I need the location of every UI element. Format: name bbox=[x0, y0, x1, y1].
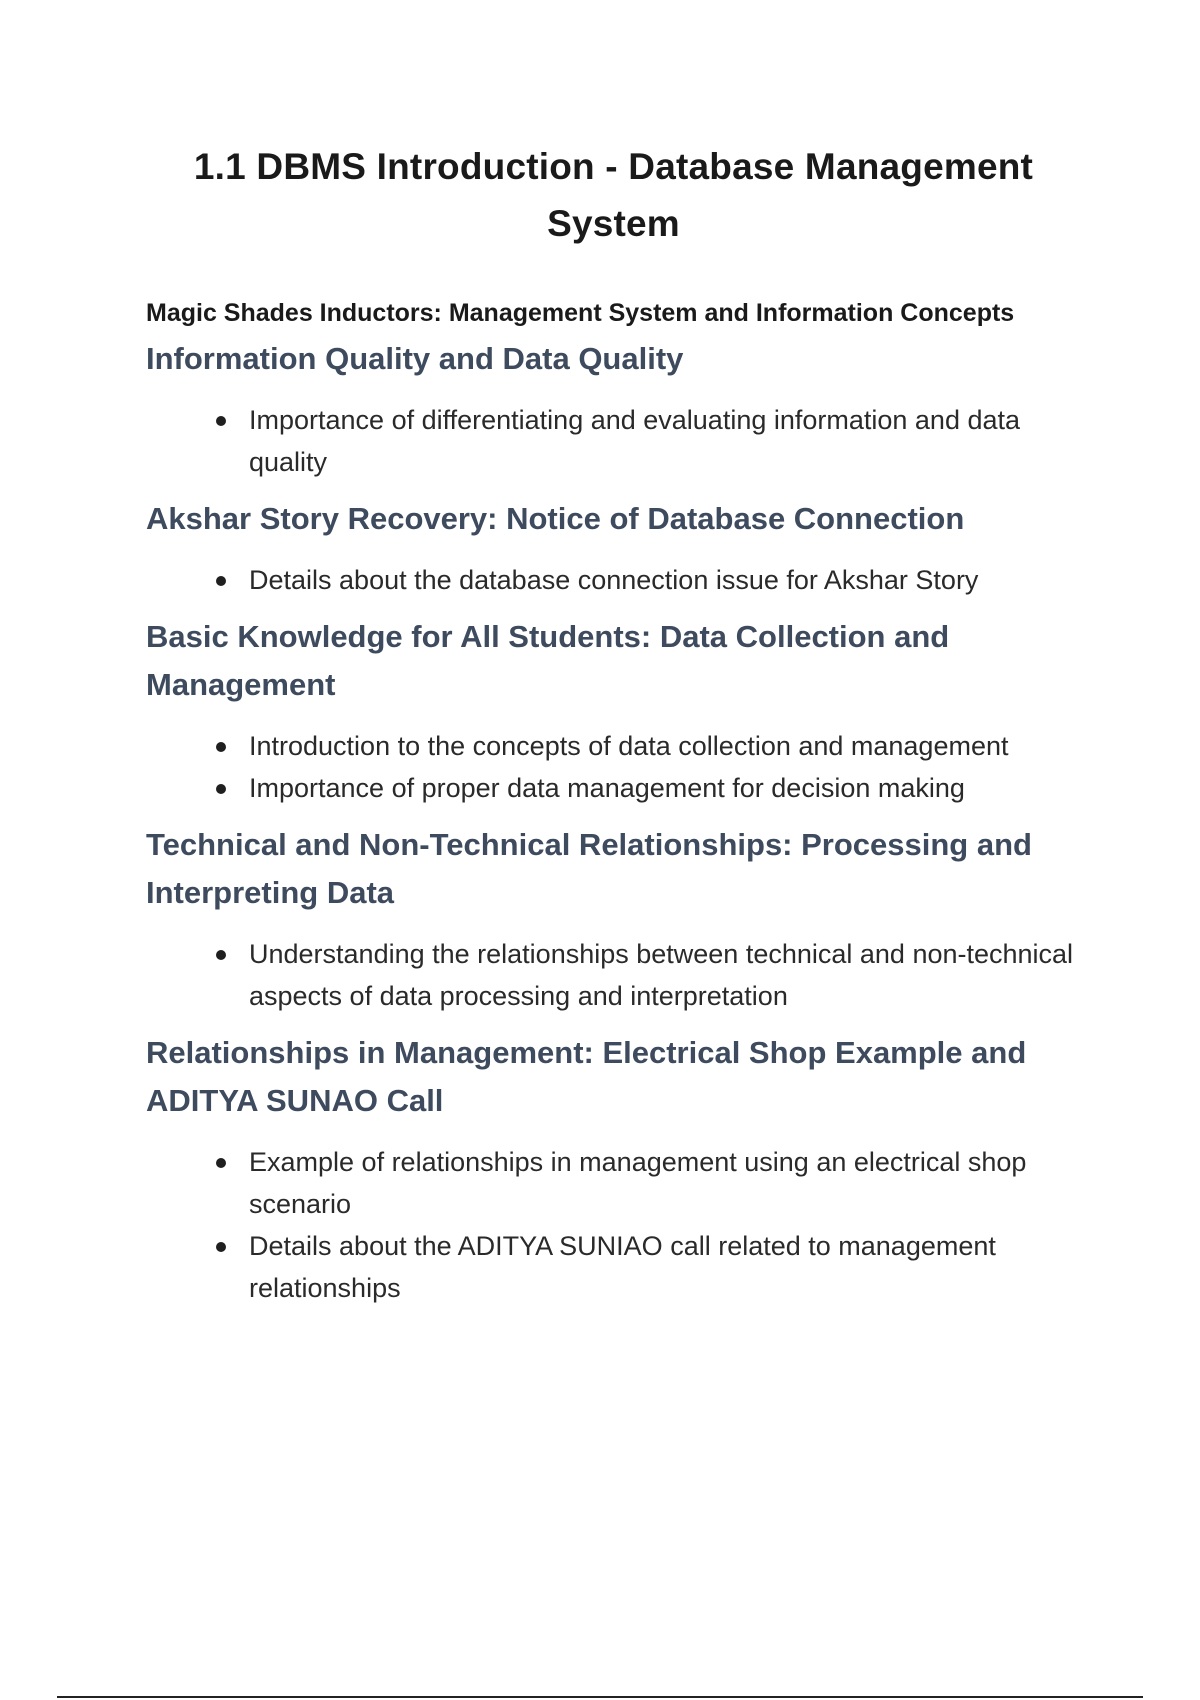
bullet-list bbox=[146, 933, 1081, 1017]
section-heading: Basic Knowledge for All Students: Data Collection and Management bbox=[146, 619, 950, 702]
section-heading: Technical and Non-Technical Relationships: Processing and Interpreting Data bbox=[146, 827, 1032, 910]
bullet-list bbox=[146, 725, 1081, 809]
bullet-list bbox=[146, 399, 1081, 483]
section-heading: Information Quality and Data Quality bbox=[146, 341, 684, 376]
bullet-dot-icon bbox=[216, 950, 226, 960]
section-heading: Relationships in Management: Electrical Shop Example and ADITYA SUNAO Call bbox=[146, 1035, 1027, 1118]
bullet-dot-icon bbox=[216, 576, 226, 586]
list-item-text: Example of relationships in management using an electrical shop scenario bbox=[249, 1147, 1027, 1219]
bullet-dot-icon bbox=[216, 742, 226, 752]
list-item-text: Importance of differentiating and evaluating information and data quality bbox=[249, 405, 1021, 477]
list-item bbox=[216, 767, 1081, 809]
page-bottom-divider bbox=[57, 1696, 1143, 1698]
document-page bbox=[146, 138, 1081, 1321]
bullet-dot-icon bbox=[216, 784, 226, 794]
list-item bbox=[216, 725, 1081, 767]
bullet-dot-icon bbox=[216, 1158, 226, 1168]
list-item-text: Details about the ADITYA SUNIAO call related to management relationships bbox=[249, 1231, 996, 1303]
list-item bbox=[216, 1141, 1081, 1225]
list-item bbox=[216, 933, 1081, 1017]
section-heading: Akshar Story Recovery: Notice of Database Connection bbox=[146, 501, 965, 536]
bullet-list bbox=[146, 559, 1081, 601]
list-item-text: Importance of proper data management for decision making bbox=[249, 773, 965, 803]
list-item-text: Introduction to the concepts of data collection and management bbox=[249, 731, 1009, 761]
bullet-dot-icon bbox=[216, 416, 226, 426]
bullet-list bbox=[146, 1141, 1081, 1309]
list-item bbox=[216, 1225, 1081, 1309]
page-subtitle: Magic Shades Inductors: Management System and Information Concepts bbox=[146, 299, 1015, 327]
page-title: 1.1 DBMS Introduction - Database Management System bbox=[193, 146, 1034, 244]
list-item-text: Details about the database connection issue for Akshar Story bbox=[249, 565, 979, 595]
list-item bbox=[216, 399, 1081, 483]
list-item bbox=[216, 559, 1081, 601]
bullet-dot-icon bbox=[216, 1242, 226, 1252]
list-item-text: Understanding the relationships between technical and non-technical aspects of data processing and interpretation bbox=[249, 939, 1074, 1011]
